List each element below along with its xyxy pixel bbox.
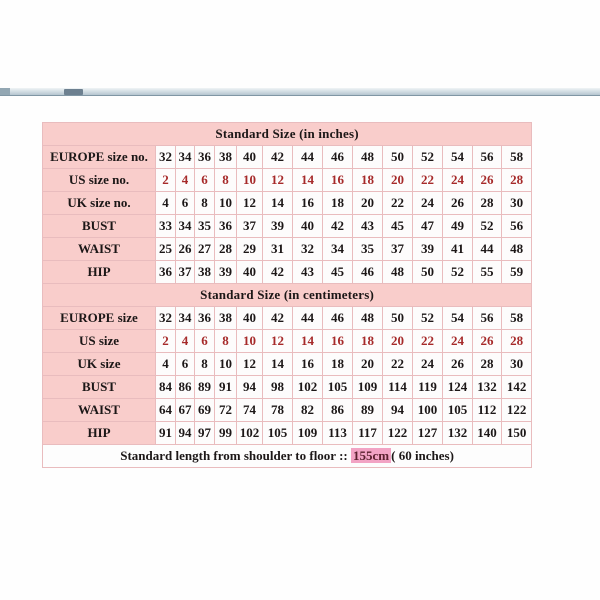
size-cell: 42	[263, 146, 293, 169]
size-cell: 34	[323, 238, 353, 261]
size-cell: 10	[215, 353, 237, 376]
size-cell: 91	[215, 376, 237, 399]
size-cell: 46	[323, 307, 353, 330]
size-cell: 124	[443, 376, 473, 399]
size-cell: 24	[443, 169, 473, 192]
size-cell: 114	[383, 376, 413, 399]
size-cell: 89	[195, 376, 215, 399]
size-cell: 122	[383, 422, 413, 445]
divider-left-cap	[0, 88, 10, 95]
size-cell: 4	[156, 353, 176, 376]
size-cell: 56	[473, 146, 502, 169]
size-cell: 52	[413, 146, 443, 169]
size-cell: 38	[195, 261, 215, 284]
size-cell: 50	[413, 261, 443, 284]
size-cell: 48	[383, 261, 413, 284]
size-cell: 37	[383, 238, 413, 261]
size-cell: 59	[502, 261, 532, 284]
size-cell: 26	[443, 192, 473, 215]
size-cell: 44	[293, 146, 323, 169]
size-cell: 38	[215, 146, 237, 169]
size-cell: 26	[473, 330, 502, 353]
table-row	[43, 307, 532, 330]
size-cell: 46	[323, 146, 353, 169]
size-cell: 16	[323, 169, 353, 192]
size-cell: 18	[323, 353, 353, 376]
size-cell: 49	[443, 215, 473, 238]
size-cell: 28	[473, 353, 502, 376]
size-cell: 39	[413, 238, 443, 261]
size-cell: 12	[263, 330, 293, 353]
size-cell: 20	[383, 169, 413, 192]
size-cell: 22	[413, 169, 443, 192]
table-row	[43, 169, 532, 192]
size-cell: 6	[195, 169, 215, 192]
section-header-row	[43, 284, 532, 307]
size-cell: 105	[263, 422, 293, 445]
size-cell: 16	[323, 330, 353, 353]
size-cell: 32	[156, 307, 176, 330]
size-cell: 50	[383, 307, 413, 330]
size-cell: 35	[353, 238, 383, 261]
size-cell: 28	[502, 330, 532, 353]
size-cell: 84	[156, 376, 176, 399]
size-cell: 20	[383, 330, 413, 353]
table-row	[43, 399, 532, 422]
row-label: EUROPE size no.	[43, 146, 156, 169]
size-cell: 41	[443, 238, 473, 261]
size-cell: 40	[237, 146, 263, 169]
size-cell: 34	[176, 307, 195, 330]
size-cell: 18	[353, 169, 383, 192]
size-cell: 102	[293, 376, 323, 399]
size-cell: 35	[195, 215, 215, 238]
size-cell: 25	[156, 238, 176, 261]
size-cell: 26	[473, 169, 502, 192]
row-label: HIP	[43, 261, 156, 284]
size-cell: 32	[293, 238, 323, 261]
size-cell: 89	[353, 399, 383, 422]
size-cell: 102	[237, 422, 263, 445]
size-cell: 86	[176, 376, 195, 399]
footer-cell	[43, 445, 532, 468]
size-cell: 28	[473, 192, 502, 215]
size-cell: 12	[237, 353, 263, 376]
size-cell: 46	[353, 261, 383, 284]
size-cell: 142	[502, 376, 532, 399]
size-cell: 55	[473, 261, 502, 284]
size-cell: 20	[353, 192, 383, 215]
size-cell: 40	[237, 261, 263, 284]
size-cell: 150	[502, 422, 532, 445]
size-cell: 132	[473, 376, 502, 399]
size-cell: 14	[263, 192, 293, 215]
size-cell: 140	[473, 422, 502, 445]
size-cell: 43	[293, 261, 323, 284]
size-cell: 30	[502, 353, 532, 376]
size-cell: 2	[156, 330, 176, 353]
size-cell: 12	[237, 192, 263, 215]
size-cell: 100	[413, 399, 443, 422]
size-cell: 8	[215, 169, 237, 192]
section-header-row	[43, 123, 532, 146]
section-title: Standard Size (in centimeters)	[43, 284, 532, 307]
size-cell: 86	[323, 399, 353, 422]
size-cell: 37	[237, 215, 263, 238]
row-label: BUST	[43, 215, 156, 238]
size-cell: 40	[293, 215, 323, 238]
footer-highlight: 155cm	[353, 448, 390, 463]
size-cell: 122	[502, 399, 532, 422]
table-row	[43, 330, 532, 353]
size-cell: 64	[156, 399, 176, 422]
size-cell: 40	[237, 307, 263, 330]
size-cell: 91	[156, 422, 176, 445]
size-cell: 6	[176, 353, 195, 376]
size-cell: 29	[237, 238, 263, 261]
size-cell: 22	[413, 330, 443, 353]
size-cell: 16	[293, 353, 323, 376]
size-cell: 6	[176, 192, 195, 215]
size-cell: 56	[502, 215, 532, 238]
size-cell: 58	[502, 146, 532, 169]
size-cell: 44	[293, 307, 323, 330]
size-cell: 94	[237, 376, 263, 399]
size-cell: 45	[383, 215, 413, 238]
size-cell: 24	[443, 330, 473, 353]
size-cell: 38	[215, 307, 237, 330]
size-cell: 52	[473, 215, 502, 238]
size-cell: 28	[502, 169, 532, 192]
size-cell: 42	[323, 215, 353, 238]
size-cell: 67	[176, 399, 195, 422]
size-cell: 8	[195, 192, 215, 215]
size-cell: 18	[353, 330, 383, 353]
size-chart-table	[42, 122, 532, 468]
size-cell: 99	[215, 422, 237, 445]
size-cell: 36	[195, 307, 215, 330]
size-cell: 39	[215, 261, 237, 284]
row-label: US size	[43, 330, 156, 353]
size-cell: 50	[383, 146, 413, 169]
table-footer-row	[43, 445, 532, 468]
size-cell: 78	[263, 399, 293, 422]
size-cell: 82	[293, 399, 323, 422]
size-cell: 45	[323, 261, 353, 284]
size-cell: 56	[473, 307, 502, 330]
row-label: BUST	[43, 376, 156, 399]
size-cell: 42	[263, 307, 293, 330]
size-cell: 48	[353, 307, 383, 330]
size-cell: 36	[195, 146, 215, 169]
size-cell: 2	[156, 169, 176, 192]
table-row	[43, 353, 532, 376]
divider-notch	[64, 89, 83, 95]
size-table-body	[43, 123, 532, 468]
section-title: Standard Size (in inches)	[43, 123, 532, 146]
size-cell: 10	[237, 330, 263, 353]
size-cell: 47	[413, 215, 443, 238]
size-cell: 39	[263, 215, 293, 238]
size-cell: 127	[413, 422, 443, 445]
size-cell: 94	[383, 399, 413, 422]
table-row	[43, 215, 532, 238]
size-cell: 98	[263, 376, 293, 399]
size-cell: 97	[195, 422, 215, 445]
size-cell: 12	[263, 169, 293, 192]
size-cell: 14	[263, 353, 293, 376]
size-cell: 72	[215, 399, 237, 422]
size-cell: 4	[176, 169, 195, 192]
size-cell: 119	[413, 376, 443, 399]
size-cell: 74	[237, 399, 263, 422]
size-cell: 52	[443, 261, 473, 284]
size-cell: 6	[195, 330, 215, 353]
size-cell: 8	[195, 353, 215, 376]
size-cell: 14	[293, 169, 323, 192]
size-cell: 18	[323, 192, 353, 215]
size-cell: 42	[263, 261, 293, 284]
size-cell: 48	[353, 146, 383, 169]
table-row	[43, 261, 532, 284]
size-cell: 37	[176, 261, 195, 284]
size-cell: 69	[195, 399, 215, 422]
size-cell: 109	[293, 422, 323, 445]
size-cell: 4	[156, 192, 176, 215]
size-cell: 94	[176, 422, 195, 445]
size-cell: 54	[443, 307, 473, 330]
size-cell: 132	[443, 422, 473, 445]
size-cell: 8	[215, 330, 237, 353]
size-cell: 24	[413, 353, 443, 376]
size-cell: 22	[383, 353, 413, 376]
size-cell: 52	[413, 307, 443, 330]
row-label: UK size	[43, 353, 156, 376]
size-cell: 26	[176, 238, 195, 261]
size-cell: 31	[263, 238, 293, 261]
table-row	[43, 192, 532, 215]
size-cell: 105	[323, 376, 353, 399]
table-row	[43, 146, 532, 169]
size-cell: 22	[383, 192, 413, 215]
window-divider-bar	[0, 88, 600, 96]
row-label: US size no.	[43, 169, 156, 192]
row-label: HIP	[43, 422, 156, 445]
size-cell: 36	[156, 261, 176, 284]
footer-text-prefix: Standard length from shoulder to floor ::	[120, 448, 351, 463]
row-label: EUROPE size	[43, 307, 156, 330]
footer-text-suffix: ( 60 inches)	[391, 448, 454, 463]
size-cell: 105	[443, 399, 473, 422]
size-cell: 34	[176, 146, 195, 169]
row-label: UK size no.	[43, 192, 156, 215]
table-row	[43, 238, 532, 261]
size-cell: 44	[473, 238, 502, 261]
size-cell: 58	[502, 307, 532, 330]
size-cell: 43	[353, 215, 383, 238]
table-row	[43, 422, 532, 445]
table-row	[43, 376, 532, 399]
size-cell: 24	[413, 192, 443, 215]
size-cell: 10	[237, 169, 263, 192]
size-cell: 10	[215, 192, 237, 215]
size-cell: 48	[502, 238, 532, 261]
size-cell: 28	[215, 238, 237, 261]
size-cell: 33	[156, 215, 176, 238]
size-cell: 32	[156, 146, 176, 169]
row-label: WAIST	[43, 399, 156, 422]
size-cell: 16	[293, 192, 323, 215]
size-cell: 117	[353, 422, 383, 445]
size-cell: 20	[353, 353, 383, 376]
size-cell: 54	[443, 146, 473, 169]
size-cell: 26	[443, 353, 473, 376]
size-cell: 109	[353, 376, 383, 399]
size-cell: 30	[502, 192, 532, 215]
size-cell: 4	[176, 330, 195, 353]
size-cell: 113	[323, 422, 353, 445]
size-cell: 14	[293, 330, 323, 353]
size-cell: 112	[473, 399, 502, 422]
row-label: WAIST	[43, 238, 156, 261]
size-cell: 34	[176, 215, 195, 238]
size-cell: 27	[195, 238, 215, 261]
size-cell: 36	[215, 215, 237, 238]
